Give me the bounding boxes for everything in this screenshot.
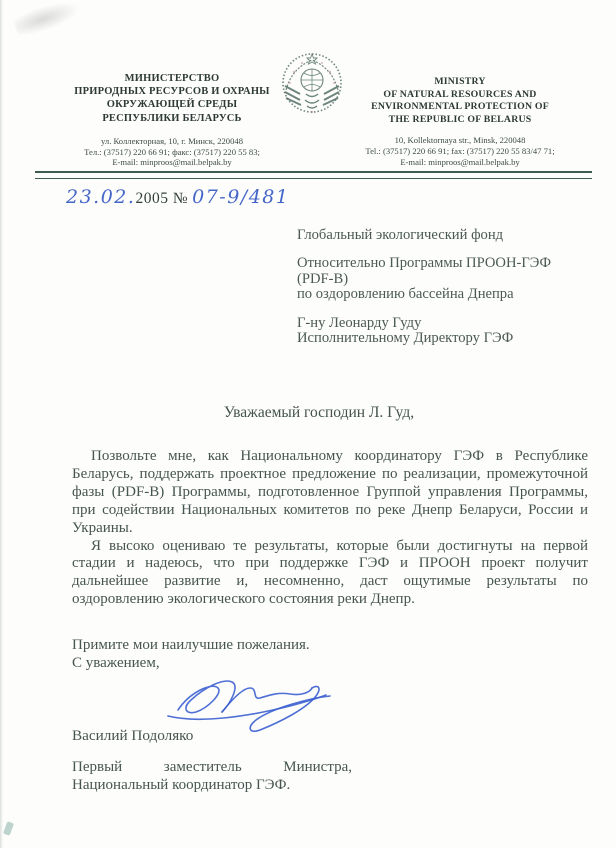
ministry-title-en (332, 76, 588, 126)
scan-smudge (12, 0, 87, 40)
reference-line (66, 186, 289, 208)
address-line: Тел.: (37517) 220 66 91; факс: (37517) 220 55 83; (84, 146, 260, 157)
signer-position: Первый заместитель Министра, Национальный координатор ГЭФ. (72, 759, 352, 794)
recipient-block (297, 316, 587, 347)
subject-line: (PDF-B) (297, 270, 349, 287)
closing-wishes: Примите мои наилучшие пожелания. (72, 637, 310, 653)
address-line: E-mail: minproos@mail.belpak.by (112, 157, 232, 168)
subject-line: по оздоровлению бассейна Днепра (297, 286, 514, 303)
title-line: OF NATURAL RESOURCES AND (383, 88, 537, 100)
letterhead-english (332, 76, 588, 168)
title-line: MINISTRY (434, 76, 486, 87)
title-line: МИНИСТЕРСТВО (124, 73, 220, 84)
ministry-address-ru (38, 136, 306, 168)
printed-year-number-sign: 2005 № (135, 190, 189, 207)
signer-name: Василий Подоляко (72, 727, 194, 744)
title-line: ENVIRONMENTAL PROTECTION OF (371, 101, 549, 113)
handwritten-ref-number: 07-9/481 (192, 186, 290, 208)
body-paragraph-1: Позвольте мне, как Национальному координатору ГЭФ в Республике Беларусь, поддержать проектное предложение по реализации, промежуточной фазы (PDF-B) Программы, подготовленное Группой управления Программы, при содействии Национальных комитетов по реке Днепр Беларуси, России и Украины. (72, 448, 588, 536)
addressee-block (297, 228, 587, 359)
subject-line: Относительно Программы ПРООН-ГЭФ (297, 255, 552, 272)
closing-regards: С уважением, (72, 654, 160, 671)
address-line: E-mail: minproos@mail.belpak.by (400, 156, 520, 167)
ministry-title-ru (38, 72, 306, 125)
address-line: ул. Коллекторная, 10, г. Минск, 220048 (101, 135, 243, 146)
title-line: ПРИРОДНЫХ РЕСУРСОВ И ОХРАНЫ (74, 86, 270, 98)
letterhead-divider-rule (35, 171, 592, 179)
title-line: THE REPUBLIC OF BELARUS (388, 113, 532, 125)
subject-block (297, 256, 587, 302)
recipient-line: Исполнительному Директору ГЭФ (297, 330, 514, 347)
body-paragraph-2: Я высоко оцениваю те результаты, которые были достигнуты на первой стадии и надеюсь, что при поддержке ГЭФ и ПРООН проект получит дальнейшее развитие и, несомненно, даст ощутимые результаты по оздоровлению экологического состояния реки Днепр. (72, 537, 588, 608)
recipient-line: Г-ну Леонарду Гуду (297, 314, 422, 331)
scan-edge-artifact (0, 0, 3, 848)
signature-scribble-icon (160, 664, 380, 736)
title-line: РЕСПУБЛИКИ БЕЛАРУСЬ (102, 112, 242, 124)
address-line: Tel.: (37517) 220 66 91; fax: (37517) 220 55 83/47 71; (365, 146, 555, 157)
salutation: Уважаемый господин Л. Гуд, (223, 404, 415, 421)
addressee-organization: Глобальный экологический фонд (297, 227, 504, 243)
letter-body (72, 448, 588, 609)
handwritten-date: 23.02. (66, 186, 136, 208)
address-line: 10, Kollektornaya str., Minsk, 220048 (394, 135, 526, 146)
letterhead-russian (38, 72, 306, 168)
title-line: ОКРУЖАЮЩЕЙ СРЕДЫ (106, 99, 238, 111)
ministry-address-en (332, 135, 588, 167)
scan-mark (3, 821, 14, 836)
